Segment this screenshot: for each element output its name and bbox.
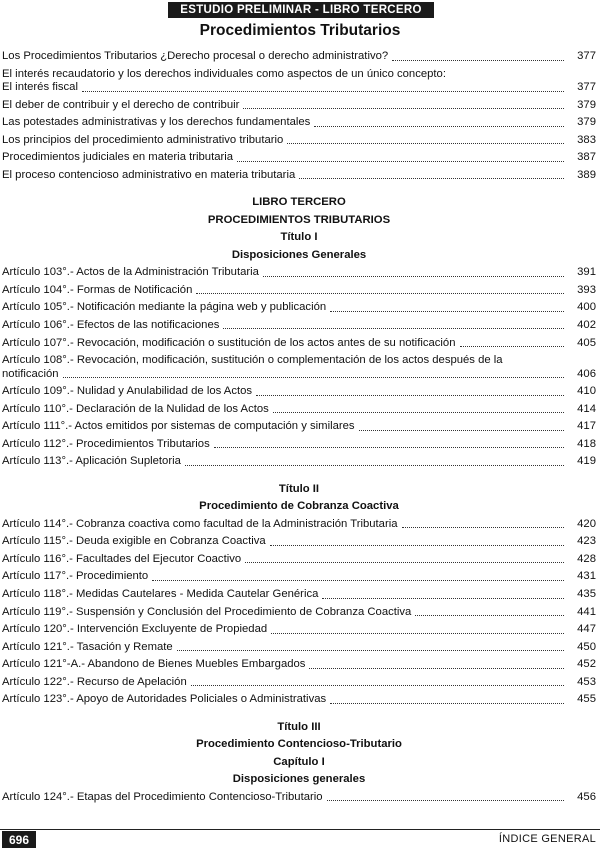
toc-entry [2,420,596,434]
toc-entry-title: Artículo 120°.- Intervención Excluyente de Propiedad [2,623,268,636]
toc-entry-title-line: Artículo 108°.- Revocación, modificación, sustitución o complementación de los actos después de la [2,354,503,367]
libro-label: LIBRO TERCERO [252,196,346,209]
dot-leader [314,126,564,127]
dot-leader [237,161,564,162]
toc-entry [2,134,596,148]
dot-leader [392,60,564,61]
toc-entry-page: 379 [577,116,596,129]
toc-entry-page: 414 [577,402,596,415]
toc-entry-title: El proceso contencioso administrativo en materia tributaria [2,168,296,181]
dot-leader [415,615,564,616]
toc-entry [2,455,596,469]
toc-entry [2,116,596,130]
titulo-1-label: Título I [280,231,318,244]
toc-entry-page: 377 [577,81,596,94]
toc-entry-title: Artículo 105°.- Notificación mediante la página web y publicación [2,301,327,314]
toc-entry-title: Los Procedimientos Tributarios ¿Derecho procesal o derecho administrativo? [2,50,389,62]
titulo-1-entries [2,266,596,468]
toc-entry-page: 377 [577,50,596,62]
dot-leader [185,465,564,466]
toc-entry-title: Artículo 110°.- Declaración de la Nulidad de los Actos [2,402,269,415]
toc-entry-page: 447 [577,623,596,636]
dot-leader [152,580,564,581]
dot-leader [223,328,564,329]
toc-entry [2,518,596,532]
toc-entry [2,354,596,381]
toc-entry-page: 455 [577,693,596,706]
dot-leader [256,395,564,396]
toc-entry [2,791,596,805]
footer-rule [0,829,600,830]
toc-entry-title: Artículo 117°.- Procedimiento [2,570,149,583]
toc-entry-title: El interés fiscal [2,81,78,94]
toc-entry-title: Los principios del procedimiento administrativo tributario [2,133,284,146]
toc-entry-title: notificación [2,367,59,380]
toc-entry-page: 431 [577,570,596,583]
toc-entry-page: 391 [577,266,596,279]
toc-entry [2,99,596,113]
toc-entry-title: Artículo 119°.- Suspensión y Conclusión del Procedimiento de Cobranza Coactiva [2,605,412,618]
dot-leader [330,311,564,312]
toc-entry-title: El deber de contribuir y el derecho de contribuir [2,98,240,111]
dot-leader [263,276,564,277]
toc-entry [2,641,596,655]
dot-leader [460,346,565,347]
titulo-3-name: Procedimiento Contencioso-Tributario [196,738,402,751]
dot-leader [245,562,564,563]
toc-entry-page: 393 [577,283,596,296]
toc-entry-title: Artículo 116°.- Facultades del Ejecutor Coactivo [2,552,242,565]
toc-entry-page: 417 [577,420,596,433]
toc-entry-title-line: El interés recaudatorio y los derechos individuales como aspectos de un único concepto: [2,67,446,80]
toc-entry-title: Artículo 118°.- Medidas Cautelares - Medida Cautelar Genérica [2,588,319,601]
toc-entry [2,337,596,351]
toc-entry [2,169,596,183]
toc-entry-title: Artículo 112°.- Procedimientos Tributarios [2,437,210,450]
toc-entry-title: Artículo 122°.- Recurso de Apelación [2,675,187,688]
toc-entry-page: 406 [577,367,596,380]
toc-entry-title: Artículo 103°.- Actos de la Administración Tributaria [2,266,259,279]
page-title: Procedimientos Tributarios [199,22,401,39]
toc-entry [2,606,596,620]
toc-entry [2,284,596,298]
dot-leader [273,412,564,413]
toc-entry [2,385,596,399]
toc-entry-page: 383 [577,133,596,146]
dot-leader [309,668,564,669]
toc-entry-title: Artículo 111°.- Actos emitidos por sistemas de computación y similares [2,420,355,433]
toc-entry [2,553,596,567]
toc-entry-page: 419 [577,455,596,468]
toc-entry-title: Artículo 109°.- Nulidad y Anulabilidad de los Actos [2,385,253,398]
toc-entry [2,438,596,452]
toc-entry-page: 402 [577,318,596,331]
dot-leader [330,703,564,704]
toc-entry-title: Artículo 121°-A.- Abandono de Bienes Muebles Embargados [2,658,306,671]
toc-entry-page: 441 [577,605,596,618]
toc-entry [2,588,596,602]
toc-entry-page: 452 [577,658,596,671]
toc-entry-title: Artículo 106°.- Efectos de las notificaciones [2,318,220,331]
dot-leader [196,293,564,294]
toc-entry-page: 420 [577,517,596,530]
toc-entry-title: Artículo 124°.- Etapas del Procedimiento Contencioso-Tributario [2,790,323,803]
toc-entry-title: Artículo 123°.- Apoyo de Autoridades Policiales o Administrativas [2,693,327,706]
toc-entry-page: 379 [577,98,596,111]
dot-leader [63,377,564,378]
titulo-2-name: Procedimiento de Cobranza Coactiva [199,500,399,513]
toc-entry-page: 423 [577,535,596,548]
dot-leader [402,527,564,528]
toc-entry-title: Artículo 104°.- Formas de Notificación [2,283,193,296]
toc-entry [2,676,596,690]
toc-entry [2,68,596,95]
titulo-1-name: Disposiciones Generales [231,248,367,261]
toc-entry-title: Artículo 121°.- Tasación y Remate [2,640,173,653]
toc-entry [2,535,596,549]
dot-leader [214,447,564,448]
dot-leader [177,650,564,651]
toc-entry-title: Artículo 113°.- Aplicación Supletoria [2,455,181,468]
titulo-2-label: Título II [278,482,320,495]
toc-entry-title: Procedimientos judiciales en materia tributaria [2,151,234,164]
dot-leader [82,91,564,92]
dot-leader [270,545,564,546]
toc-entry-page: 453 [577,675,596,688]
toc-entry-title: Las potestades administrativas y los derechos fundamentales [2,116,311,129]
toc-entry [2,623,596,637]
toc-entry-page: 435 [577,588,596,601]
dot-leader [287,143,564,144]
titulo-3-label: Título III [277,720,321,733]
dot-leader [191,685,564,686]
toc-entry [2,151,596,165]
dot-leader [322,598,564,599]
toc-entry [2,319,596,333]
toc-entry [2,50,596,64]
toc-entry-title: Artículo 114°.- Cobranza coactiva como facultad de la Administración Tributaria [2,517,398,530]
toc-entry-page: 389 [577,168,596,181]
toc-entry-page: 456 [577,790,596,803]
toc-entry-page: 410 [577,385,596,398]
titulo-2-entries [2,518,596,707]
footer-label: ÍNDICE GENERAL [498,833,596,845]
capitulo-1-label: Capítulo I [273,755,325,768]
toc-entry [2,570,596,584]
toc-entry [2,658,596,672]
toc-entry [2,693,596,707]
dot-leader [359,430,564,431]
toc-entry-title: Artículo 115°.- Deuda exigible en Cobranza Coactiva [2,535,266,548]
titulo-3-entries [2,791,596,805]
toc-entry-page: 387 [577,151,596,164]
toc-entry [2,301,596,315]
dot-leader [327,800,564,801]
dot-leader [243,108,564,109]
page-number: 696 [2,831,36,848]
dot-leader [299,178,564,179]
toc-entry-page: 400 [577,301,596,314]
toc-entry-page: 418 [577,437,596,450]
toc-entry-page: 428 [577,552,596,565]
running-header-banner: ESTUDIO PRELIMINAR - LIBRO TERCERO [168,2,434,18]
table-of-contents [2,50,596,808]
capitulo-1-name: Disposiciones generales [232,773,366,786]
preliminary-section [2,50,596,182]
toc-entry-page: 450 [577,640,596,653]
dot-leader [271,633,564,634]
toc-entry [2,403,596,417]
toc-entry-page: 405 [577,336,596,349]
toc-entry [2,266,596,280]
toc-entry-title: Artículo 107°.- Revocación, modificación o sustitución de los actos antes de su notificación [2,336,456,349]
libro-subtitle: PROCEDIMIENTOS TRIBUTARIOS [207,213,391,226]
